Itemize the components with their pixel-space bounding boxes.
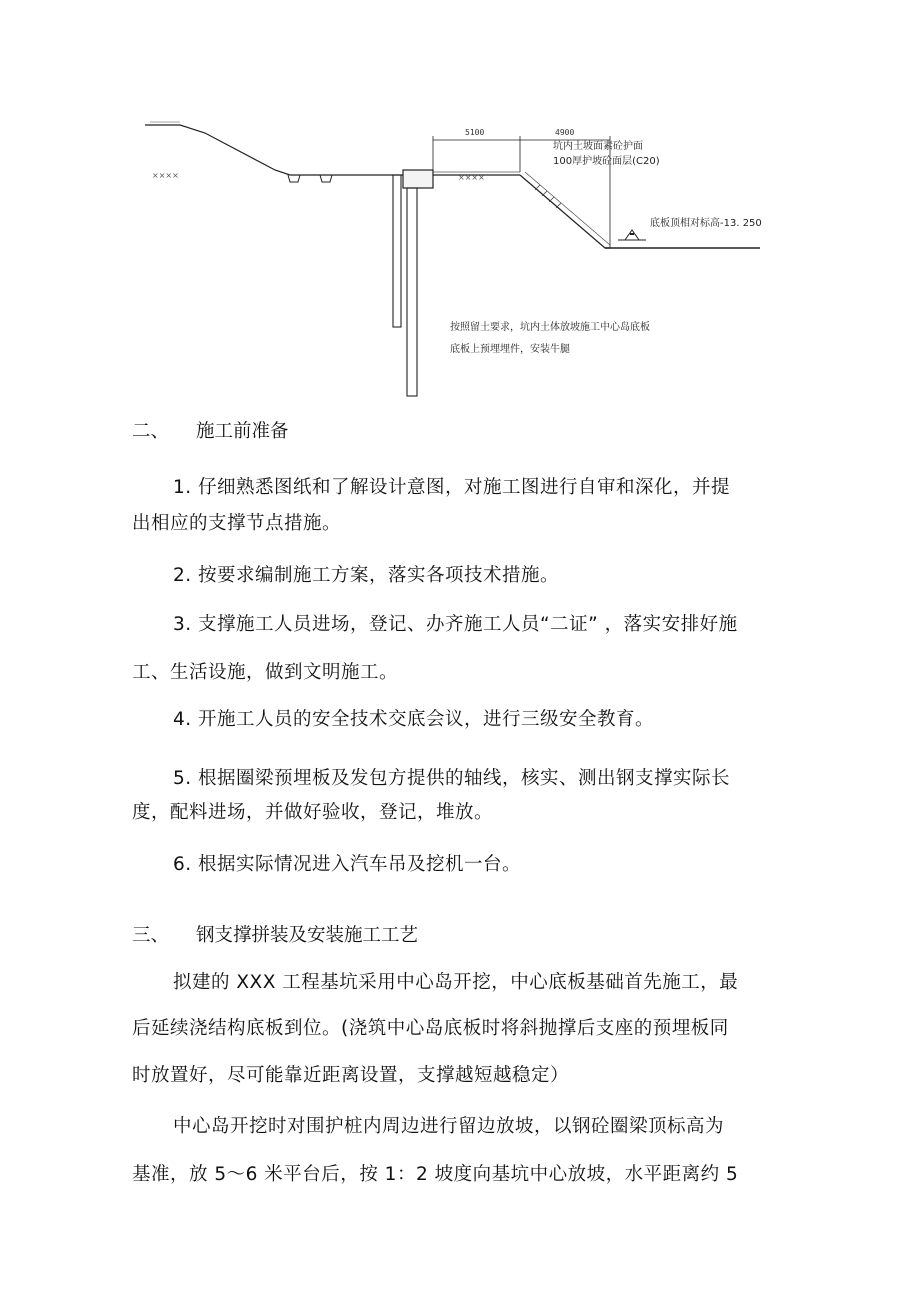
dimension-right: 4900 [555,128,575,137]
slope-note-line2: 100厚护坡砼面层(C20) [553,156,660,167]
item3-line2: 工、生活设施，做到文明施工。 [132,662,399,683]
slope-note-line1: 坑内土坡面素砼护面 [553,141,643,152]
section3-heading [132,923,418,949]
section2-heading [132,419,289,445]
section3-title: 钢支撑拼装及安装施工工艺 [196,925,419,946]
section2-number: 二、 [132,421,170,442]
item6-line1: 6. 根据实际情况进入汽车吊及挖机一台。 [173,854,522,875]
bottom-note-line2: 底板上预埋埋件，安装牛腿 [450,344,570,355]
item1-line2: 出相应的支撑节点措施。 [132,513,342,534]
para1-line2: 后延续浇结构底板到位。(浇筑中心岛底板时将斜抛撑后支座的预埋板同 [132,1018,729,1039]
excavation-section-diagram [120,100,820,410]
item5-line2: 度，配料进场，并做好验收，登记，堆放。 [132,802,494,823]
dimension-left: 5100 [465,128,485,137]
section2-title: 施工前准备 [196,421,289,442]
para2-line2: 基准，放 5～6 米平台后，按 1：2 坡度向基坑中心放坡，水平距离约 5 [132,1164,739,1185]
elevation-note: 底板顶相对标高-13. 250 [650,218,762,229]
bottom-note-line1: 按照留土要求，坑内土体放坡施工中心岛底板 [450,322,650,333]
soil-mark-right: ×××× [458,173,485,182]
soil-mark-left: ×××× [152,171,179,180]
item4-line1: 4. 开施工人员的安全技术交底会议，进行三级安全教育。 [173,709,655,730]
item3-line1: 3. 支撑施工人员进场，登记、办齐施工人员“二证” ，落实安排好施 [173,614,738,635]
item5-line1: 5. 根据圈梁预埋板及发包方提供的轴线，核实、测出钢支撑实际长 [173,768,731,789]
para1-line1: 拟建的 XXX 工程基坑采用中心岛开挖，中心底板基础首先施工，最 [173,972,739,993]
item2-line1: 2. 按要求编制施工方案，落实各项技术措施。 [173,565,560,586]
section-drawing [120,100,820,410]
section3-number: 三、 [132,925,170,946]
para1-line3: 时放置好，尽可能靠近距离设置，支撑越短越稳定） [132,1065,570,1086]
item1-line1: 1. 仔细熟悉图纸和了解设计意图，对施工图进行自审和深化，并提 [173,477,731,498]
para2-line1: 中心岛开挖时对围护桩内周边进行留边放坡，以钢砼圈梁顶标高为 [173,1116,725,1137]
